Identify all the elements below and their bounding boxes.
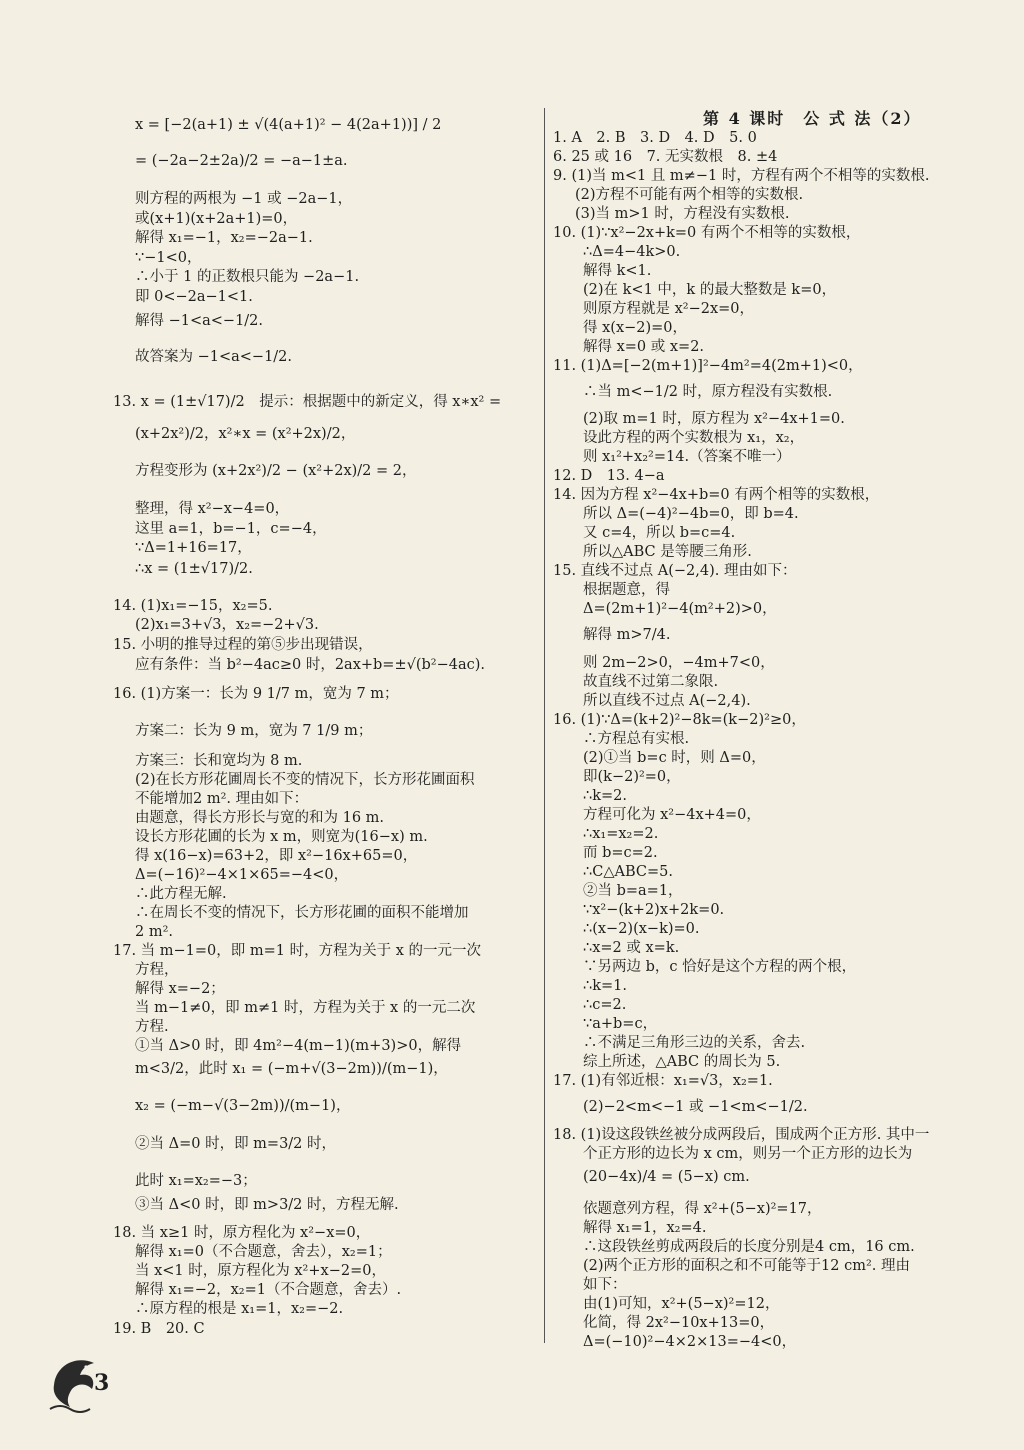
answer-line: 这里 a=1，b=−1，c=−4， xyxy=(135,521,327,537)
answer-line: 解得 x=−2； xyxy=(135,981,225,997)
answer-line: 而 b=c=2. xyxy=(583,845,658,861)
answer-line: 应有条件：当 b²−4ac≥0 时，2ax+b=±√(b²−4ac). xyxy=(135,657,486,673)
answer-line: Δ=(2m+1)²−4(m²+2)>0， xyxy=(583,601,777,617)
answer-line: 所以 Δ=(−4)²−4b=0，即 b=4. xyxy=(583,506,799,522)
answer-line: 综上所述，△ABC 的周长为 5. xyxy=(583,1054,781,1070)
answer-line: 解得 x=0 或 x=2. xyxy=(583,339,705,355)
answer-line: ③当 Δ<0 时，即 m>3/2 时，方程无解. xyxy=(135,1197,399,1213)
answer-line: = (−2a−2±2a)/2 = −a−1±a. xyxy=(135,153,348,169)
answer-line: 又 c=4，所以 b=c=4. xyxy=(583,525,736,541)
answer-line: 解得 x₁=−1，x₂=−2a−1. xyxy=(135,230,313,246)
answer-line: 解得 x₁=0（不合题意，舍去），x₂=1； xyxy=(135,1244,392,1260)
answer-line: 方案二：长为 9 m，宽为 7 1/9 m； xyxy=(135,723,373,739)
answer-line: 方程， xyxy=(135,962,179,978)
answer-line: (2)①当 b=c 时，则 Δ=0， xyxy=(583,750,766,766)
answer-line: ∴c=2. xyxy=(583,997,627,1013)
answer-line: 如下： xyxy=(583,1277,627,1293)
answer-line: ∵Δ=1+16=17， xyxy=(135,540,252,556)
answer-line: ∴x = (1±√17)/2. xyxy=(135,561,253,577)
answer-line: ∴当 m<−1/2 时，原方程没有实数根. xyxy=(583,384,833,400)
answer-line: 18. (1)设这段铁丝被分成两段后，围成两个正方形. 其中一 xyxy=(553,1127,930,1143)
answer-line: 解得 m>7/4. xyxy=(583,627,671,643)
answer-line: 16. (1)∵Δ=(k+2)²−8k=(k−2)²≥0， xyxy=(553,712,806,728)
answer-line: (20−4x)/4 = (5−x) cm. xyxy=(583,1169,750,1185)
answer-line: 设此方程的两个实数根为 x₁，x₂， xyxy=(583,430,805,446)
answer-line: ∴x₁=x₂=2. xyxy=(583,826,659,842)
answer-line: 方程变形为 (x+2x²)/2 − (x²+2x)/2 = 2， xyxy=(135,463,417,479)
answer-line: 方程. xyxy=(135,1019,169,1035)
answer-line: 2 m². xyxy=(135,924,174,940)
answer-line: 即 0<−2a−1<1. xyxy=(135,289,253,305)
answer-line: 则 2m−2>0，−4m+7<0， xyxy=(583,655,775,671)
answer-line: 10. (1)∵x²−2x+k=0 有两个不相等的实数根， xyxy=(553,225,861,241)
answer-line: 故答案为 −1<a<−1/2. xyxy=(135,349,293,365)
answer-line: (x+2x²)/2，x²∗x = (x²+2x)/2， xyxy=(135,426,356,442)
page-number: 3 xyxy=(94,1370,110,1396)
answer-line: 化简，得 2x²−10x+13=0， xyxy=(583,1315,775,1331)
answer-line: 不能增加2 m². 理由如下： xyxy=(135,791,309,807)
answer-line: 由题意，得长方形长与宽的和为 16 m. xyxy=(135,810,385,826)
answer-line: ②当 b=a=1， xyxy=(583,883,683,899)
section-title: 第 4 课时 公 式 法（2） xyxy=(703,109,922,128)
answer-line: ∴此方程无解. xyxy=(135,886,227,902)
answer-line: (2)在 k<1 中，k 的最大整数是 k=0， xyxy=(583,282,837,298)
answer-line: (2)方程不可能有两个相等的实数根. xyxy=(575,187,804,203)
answer-line: 12. D 13. 4−a xyxy=(553,468,665,484)
answer-line: (2)取 m=1 时，原方程为 x²−4x+1=0. xyxy=(583,411,845,427)
answer-line: 方案三：长和宽均为 8 m. xyxy=(135,753,303,769)
answer-line: 解得 x₁=−2，x₂=1（不合题意，舍去）. xyxy=(135,1282,402,1298)
answer-line: 14. 因为方程 x²−4x+b=0 有两个相等的实数根， xyxy=(553,487,880,503)
answer-line: ∴在周长不变的情况下，长方形花圃的面积不能增加 xyxy=(135,905,469,921)
answer-line: 解得 −1<a<−1/2. xyxy=(135,313,264,329)
answer-line: ∴C△ABC=5. xyxy=(583,864,673,880)
answer-line: 15. 小明的推导过程的第⑤步出现错误， xyxy=(113,637,373,653)
answer-line: ∵a+b=c， xyxy=(583,1016,658,1032)
answer-line: ∴这段铁丝剪成两段后的长度分别是4 cm，16 cm. xyxy=(583,1239,915,1255)
answer-line: 即(k−2)²=0， xyxy=(583,769,681,785)
answer-line: 设长方形花圃的长为 x m，则宽为(16−x) m. xyxy=(135,829,428,845)
answer-line: 故直线不过第二象限. xyxy=(583,674,719,690)
answer-line: ①当 Δ>0 时，即 4m²−4(m−1)(m+3)>0，解得 xyxy=(135,1038,462,1054)
answer-line: 6. 25 或 16 7. 无实数根 8. ±4 xyxy=(553,149,778,165)
answer-line: ∴方程总有实根. xyxy=(583,731,690,747)
answer-line: ∴x=2 或 x=k. xyxy=(583,940,680,956)
answer-line: (3)当 m>1 时，方程没有实数根. xyxy=(575,206,790,222)
answer-line: 个正方形的边长为 x cm，则另一个正方形的边长为 xyxy=(583,1146,913,1162)
answer-line: 16. (1)方案一：长为 9 1/7 m，宽为 7 m； xyxy=(113,686,399,702)
answer-line: (2)−2<m<−1 或 −1<m<−1/2. xyxy=(583,1099,808,1115)
answer-line: 由(1)可知，x²+(5−x)²=12， xyxy=(583,1296,780,1312)
answer-line: 此时 x₁=x₂=−3； xyxy=(135,1173,257,1189)
answer-line: 整理，得 x²−x−4=0， xyxy=(135,501,290,517)
answer-line: 9. (1)当 m<1 且 m≠−1 时，方程有两个不相等的实数根. xyxy=(553,168,930,184)
answer-line: 13. x = (1±√17)/2 提示：根据题中的新定义，得 x∗x² = xyxy=(113,394,502,410)
answer-line: 15. 直线不过点 A(−2,4). 理由如下： xyxy=(553,563,797,579)
answer-line: 依题意列方程，得 x²+(5−x)²=17， xyxy=(583,1201,822,1217)
answer-line: x = [−2(a+1) ± √(4(a+1)² − 4(2a+1))] / 2 xyxy=(135,117,442,133)
answer-line: 1. A 2. B 3. D 4. D 5. 0 xyxy=(553,130,757,146)
answer-line: 11. (1)Δ=[−2(m+1)]²−4m²=4(2m+1)<0， xyxy=(553,358,863,374)
answer-line: Δ=(−16)²−4×1×65=−4<0， xyxy=(135,867,349,883)
answer-line: ∴k=1. xyxy=(583,978,627,994)
answer-line: (2)x₁=3+√3，x₂=−2+√3. xyxy=(135,617,319,633)
answer-line: 得 x(16−x)=63+2，即 x²−16x+65=0， xyxy=(135,848,418,864)
answer-line: x₂ = (−m−√(3−2m))/(m−1)， xyxy=(135,1098,351,1114)
answer-line: 则方程的两根为 −1 或 −2a−1， xyxy=(135,191,353,207)
answer-line: 则原方程就是 x²−2x=0， xyxy=(583,301,755,317)
answer-line: ∴原方程的根是 x₁=1，x₂=−2. xyxy=(135,1301,344,1317)
answer-line: m<3/2，此时 x₁ = (−m+√(3−2m))/(m−1)， xyxy=(135,1061,448,1077)
answer-line: 19. B 20. C xyxy=(113,1321,205,1337)
answer-line: 则 x₁²+x₂²=14.（答案不唯一） xyxy=(583,449,791,465)
answer-line: 17. 当 m−1=0，即 m=1 时，方程为关于 x 的一元一次 xyxy=(113,943,482,959)
answer-line: 得 x(x−2)=0， xyxy=(583,320,688,336)
answer-line: ∵x²−(k+2)x+2k=0. xyxy=(583,902,725,918)
column-divider xyxy=(544,108,545,1343)
answer-line: (2)两个正方形的面积之和不可能等于12 cm². 理由 xyxy=(583,1258,910,1274)
answer-line: 14. (1)x₁=−15，x₂=5. xyxy=(113,598,273,614)
answer-line: ∴(x−2)(x−k)=0. xyxy=(583,921,700,937)
answer-line: 所以直线不过点 A(−2,4). xyxy=(583,693,751,709)
answer-line: 或(x+1)(x+2a+1)=0， xyxy=(135,211,298,227)
answer-line: 当 x<1 时，原方程化为 x²+x−2=0， xyxy=(135,1263,386,1279)
answer-line: ∴小于 1 的正数根只能为 −2a−1. xyxy=(135,269,360,285)
answer-line: ∴k=2. xyxy=(583,788,627,804)
answer-line: 解得 x₁=1，x₂=4. xyxy=(583,1220,707,1236)
answer-line: 当 m−1≠0，即 m≠1 时，方程为关于 x 的一元二次 xyxy=(135,1000,476,1016)
answer-line: ∴不满足三角形三边的关系，舍去. xyxy=(583,1035,806,1051)
answer-line: ∴Δ=4−4k>0. xyxy=(583,244,681,260)
answer-line: 解得 k<1. xyxy=(583,263,652,279)
answer-line: ②当 Δ=0 时，即 m=3/2 时， xyxy=(135,1136,337,1152)
answer-line: (2)在长方形花圃周长不变的情况下，长方形花圃面积 xyxy=(135,772,475,788)
answer-line: ∵−1<0， xyxy=(135,250,202,266)
answer-line: 根据题意，得 xyxy=(583,582,670,598)
answer-line: Δ=(−10)²−4×2×13=−4<0， xyxy=(583,1334,797,1350)
answer-line: ∵另两边 b，c 恰好是这个方程的两个根， xyxy=(583,959,857,975)
answer-line: 所以△ABC 是等腰三角形. xyxy=(583,544,752,560)
answer-line: 方程可化为 x²−4x+4=0， xyxy=(583,807,761,823)
answer-line: 18. 当 x≥1 时，原方程化为 x²−x=0， xyxy=(113,1225,371,1241)
answer-line: 17. (1)有邻近根：x₁=√3，x₂=1. xyxy=(553,1073,773,1089)
